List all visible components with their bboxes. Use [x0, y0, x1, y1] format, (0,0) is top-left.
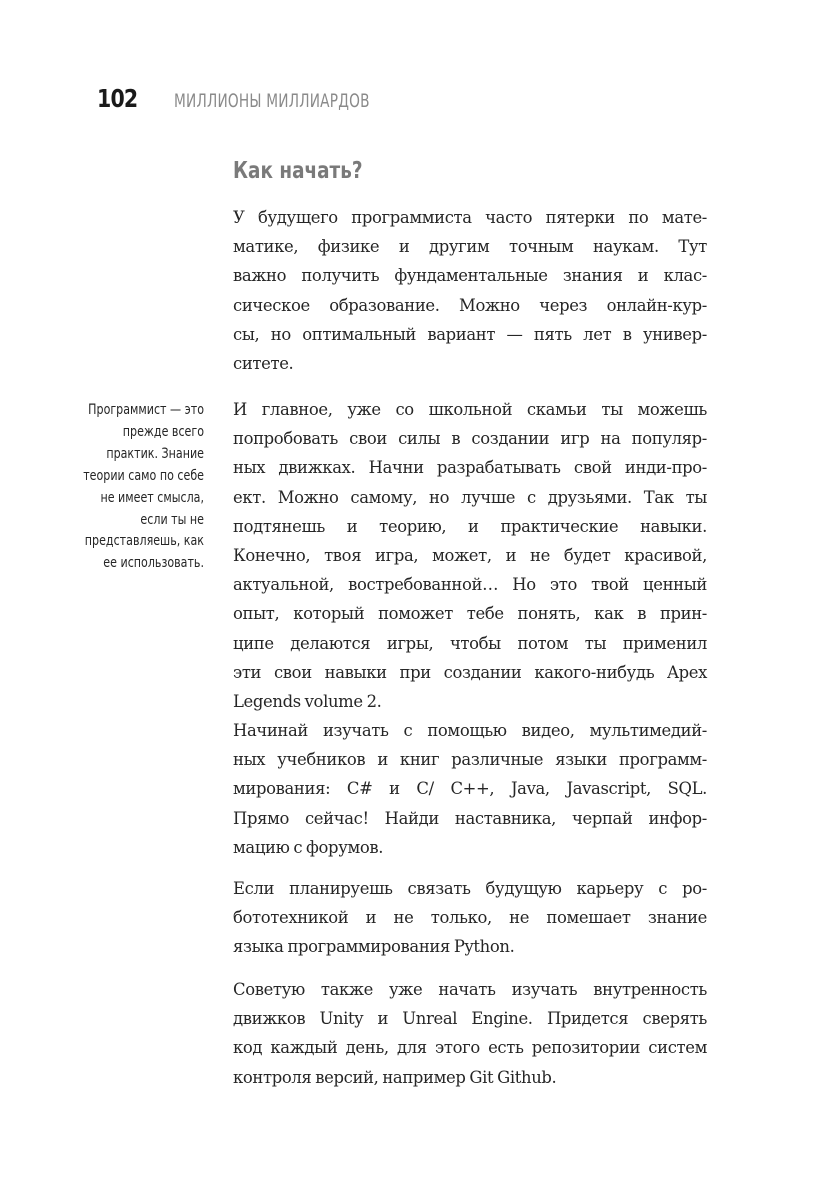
paragraph-line: сическое образование. Можно через онлайн-кур-: [233, 295, 707, 315]
sidebar-note-line: не имеет смысла,: [100, 488, 204, 506]
sidebar-note-line: прежде всего: [122, 422, 204, 440]
paragraph-line: мацию с форумов.: [233, 837, 384, 857]
sidebar-note-line: представляешь, как: [84, 532, 204, 550]
paragraph-line: попробовать свои силы в создании игр на популяр-: [233, 429, 707, 449]
paragraph-3: [233, 716, 707, 862]
paragraph-line: Если планируешь связать будущую карьеру с ро-: [233, 879, 707, 898]
paragraph-line: мирования: C# и C/ C++, Java, Javascript, SQL.: [233, 779, 707, 799]
paragraph-line: Конечно, твоя игра, может, и не будет красивой,: [233, 546, 707, 566]
running-title: МИЛЛИОНЫ МИЛЛИАРДОВ: [174, 90, 370, 112]
paragraph-line: сы, но оптимальный вариант — пять лет в универ-: [233, 324, 707, 344]
paragraph-line: контроля версий, например Git Github.: [233, 1067, 557, 1087]
paragraph-line: эти свои навыки при создании какого-нибудь Apex: [233, 662, 707, 682]
sidebar-note-line: теории само по себе: [83, 466, 204, 484]
sidebar-note-line: Программист — это: [88, 401, 204, 418]
paragraph-line: У будущего программиста часто пятерки по мате-: [233, 208, 707, 227]
paragraph-line: код каждый день, для этого есть репозитории систем: [233, 1038, 707, 1058]
paragraph-2: [233, 395, 707, 716]
page-number: 102: [97, 84, 138, 113]
paragraph-line: бототехникой и не только, не помешает знание: [233, 908, 707, 928]
paragraph-line: Прямо сейчас! Найди наставника, черпай инфор-: [233, 808, 707, 828]
paragraph-line: актуальной, востребованной… Но это твой ценный: [233, 575, 707, 595]
page-header: [97, 84, 446, 124]
paragraph-line: ципе делаются игры, чтобы потом ты применил: [233, 633, 707, 653]
paragraph-line: ект. Можно самому, но лучше с друзьями. Так ты: [233, 487, 707, 507]
paragraph-line: языка программирования Python.: [233, 937, 515, 957]
paragraph-line: Начинай изучать с помощью видео, мультимедий-: [233, 721, 707, 740]
sidebar-note-line: если ты не: [140, 510, 204, 528]
paragraph-line: опыт, который поможет тебе понять, как в прин-: [233, 604, 707, 624]
paragraph-line: матике, физике и другим точным наукам. Тут: [233, 237, 707, 257]
paragraph-line: Legends volume 2.: [233, 692, 382, 712]
paragraph-line: ных учебников и книг различные языки программ-: [233, 750, 707, 770]
sidebar-note-line: ее использовать.: [103, 554, 204, 572]
paragraph-4: [233, 874, 707, 962]
paragraph-1: [233, 203, 707, 378]
sidebar-note-line: практик. Знание: [106, 444, 204, 462]
paragraph-line: ных движках. Начни разрабатывать свой инди-про-: [233, 458, 707, 478]
paragraph-line: движков Unity и Unreal Engine. Придется сверять: [233, 1009, 707, 1029]
section-heading: Как начать?: [233, 158, 363, 184]
paragraph-line: ситете.: [233, 354, 294, 374]
paragraph-line: важно получить фундаментальные знания и клас-: [233, 266, 707, 286]
sidebar-note: [40, 399, 204, 574]
paragraph-5: [233, 975, 707, 1092]
paragraph-line: Советую также уже начать изучать внутренность: [233, 980, 707, 999]
paragraph-line: И главное, уже со школьной скамьи ты можешь: [233, 400, 707, 419]
paragraph-line: подтянешь и теорию, и практические навыки.: [233, 516, 707, 536]
